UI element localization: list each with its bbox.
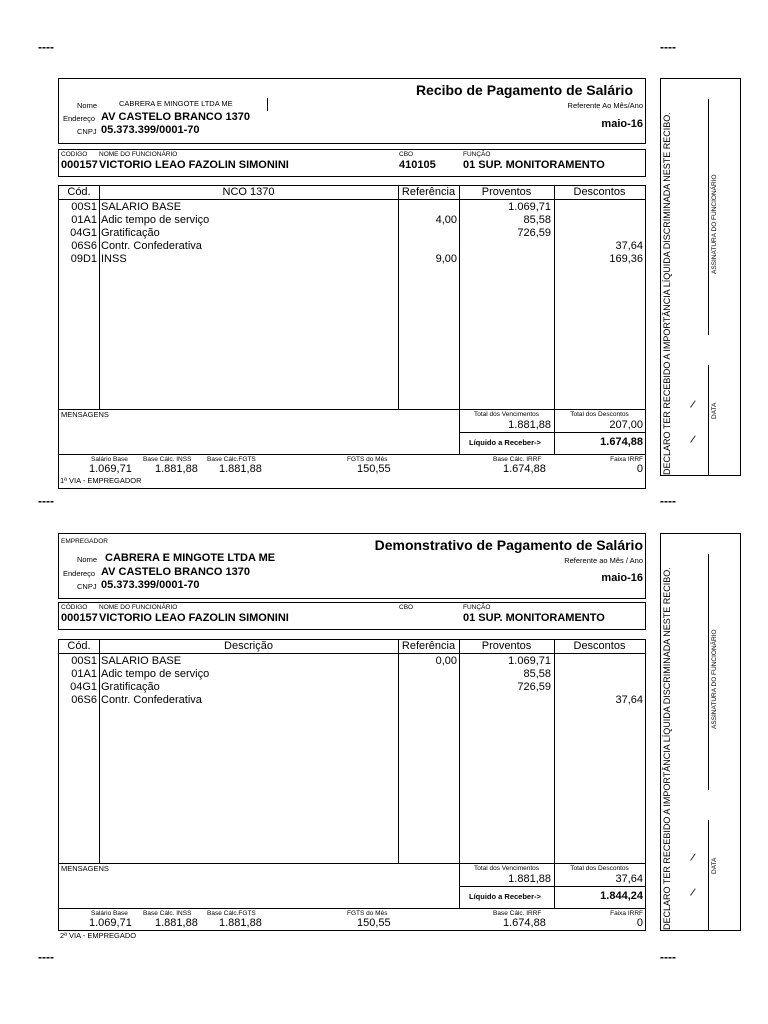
base-salary-label: Salário Base: [91, 910, 128, 917]
cut-mark-middle-right: ----: [660, 494, 676, 508]
employee-name-label: NOME DO FUNCIONÁRIO: [99, 151, 178, 158]
irrf-bracket: 0: [636, 463, 643, 475]
row-description: INSS: [101, 253, 127, 265]
inss-base: 1.881,88: [155, 917, 198, 929]
employer-name: CABRERA E MINGOTE LTDA ME: [105, 552, 276, 564]
irrf-bracket: 0: [636, 917, 643, 929]
fgts-month: 150,55: [357, 463, 391, 475]
cnpj-label: CNPJ: [77, 582, 97, 591]
cut-mark-bottom-right: ----: [660, 950, 676, 964]
name-label: Nome: [77, 555, 98, 564]
signature-panel: [660, 533, 741, 931]
items-table: [58, 185, 646, 489]
employee-function: 01 SUP. MONITORAMENTO: [463, 159, 605, 171]
irrf-bracket-label: Faixa IRRF: [610, 456, 643, 463]
row-description: SALARIO BASE: [101, 655, 182, 667]
date-slash: /: [689, 886, 697, 900]
inss-base-label: Base Cálc. INSS: [143, 910, 192, 917]
irrf-base-label: Base Cálc. IRRF: [493, 456, 542, 463]
row-code: 01A1: [71, 214, 97, 226]
row-description: Gratificação: [101, 227, 160, 239]
col-header-description: NCO 1370: [222, 186, 275, 198]
col-header-code: Cód.: [67, 640, 91, 652]
cnpj-label: CNPJ: [77, 127, 97, 136]
function-label: FUNÇÃO: [463, 604, 491, 611]
irrf-base: 1.674,88: [503, 917, 546, 929]
row-description: Contr. Confederativa: [101, 694, 202, 706]
net-pay-label: Líquido a Receber->: [469, 892, 541, 901]
signature-label: ASSINATURA DO FUNCIONÁRIO: [711, 174, 718, 274]
row-earnings: 1.069,71: [508, 655, 551, 667]
fgts-month-label: FGTS do Mês: [347, 910, 388, 917]
col-header-earnings: Proventos: [481, 186, 532, 198]
col-header-code: Cód.: [67, 186, 91, 198]
row-code: 04G1: [70, 227, 97, 239]
table-row: [59, 214, 645, 227]
irrf-bracket-label: Faixa IRRF: [610, 910, 643, 917]
total-deductions: 37,64: [615, 873, 643, 885]
date-slash: /: [689, 433, 697, 447]
cnpj-value: 05.373.399/0001-70: [101, 124, 200, 136]
table-row: [59, 253, 645, 266]
total-earnings: 1.881,88: [508, 873, 551, 885]
row-deductions: 37,64: [615, 694, 643, 706]
row-code: 04G1: [70, 681, 97, 693]
fgts-month: 150,55: [357, 917, 391, 929]
code-label: CÓDIGO: [61, 604, 88, 611]
total-earnings-label: Total dos Vencimentos: [473, 411, 540, 418]
fgts-base-label: Base Cálc.FGTS: [207, 456, 256, 463]
receipt-title: Demonstrativo de Pagamento de Salário: [374, 537, 643, 553]
receipt-employee-copy: [0, 533, 768, 943]
base-salary: 1.069,71: [89, 917, 132, 929]
row-earnings: 726,59: [517, 681, 551, 693]
cnpj-value: 05.373.399/0001-70: [101, 579, 200, 591]
date-slash: /: [689, 398, 697, 412]
net-pay: 1.844,24: [600, 890, 643, 902]
date-label: DATA: [711, 857, 718, 874]
code-label: CODIGO: [61, 151, 88, 158]
total-deductions: 207,00: [609, 419, 643, 431]
col-header-deductions: Descontos: [573, 186, 626, 198]
date-slash: /: [689, 851, 697, 865]
table-row: [59, 694, 645, 707]
table-row: [59, 227, 645, 240]
receipt-title: Recibo de Pagamento de Salário: [415, 82, 633, 98]
fgts-month-label: FGTS do Mês: [347, 456, 388, 463]
row-reference: 0,00: [435, 655, 457, 667]
employee-name: VICTORIO LEAO FAZOLIN SIMONINI: [99, 159, 289, 171]
receipt-header: [58, 533, 646, 599]
employee-function: 01 SUP. MONITORAMENTO: [463, 612, 605, 624]
row-description: Contr. Confederativa: [101, 240, 202, 252]
employer-address: AV CASTELO BRANCO 1370: [101, 111, 250, 123]
cut-mark-top-right: ----: [660, 40, 676, 54]
signature-label: ASSINATURA DO FUNCIONÁRIO: [711, 629, 718, 729]
row-earnings: 85,58: [523, 214, 551, 226]
table-row: [59, 201, 645, 214]
row-reference: 9,00: [435, 253, 457, 265]
employee-code: 000157: [61, 159, 98, 171]
employee-code: 000157: [61, 612, 98, 624]
total-earnings: 1.881,88: [508, 419, 551, 431]
col-header-reference: Referência: [401, 186, 456, 198]
row-description: Adic tempo de serviço: [101, 214, 210, 226]
row-deductions: 169,36: [609, 253, 643, 265]
row-description: Gratificação: [101, 681, 160, 693]
fgts-base: 1.881,88: [219, 463, 262, 475]
declaration-text: DECLARO TER RECEBIDO A IMPORTÂNCIA LÍQUIDA DISCRIMINADA NESTE RECIBO.: [662, 112, 672, 475]
employer-address: AV CASTELO BRANCO 1370: [101, 566, 250, 578]
messages-label: MENSAGENS: [61, 410, 109, 419]
function-label: FUNÇÃO: [463, 151, 491, 158]
row-code: 00S1: [71, 201, 97, 213]
base-salary-label: Salário Base: [91, 456, 128, 463]
reference-label: Referente ao Mês / Ano: [564, 556, 643, 565]
employee-cbo: 410105: [399, 159, 436, 171]
fgts-base: 1.881,88: [219, 917, 262, 929]
irrf-base-label: Base Cálc. IRRF: [493, 910, 542, 917]
employee-name-label: NOME DO FUNCIONÁRIO: [99, 604, 178, 611]
reference-month: maio-16: [601, 118, 643, 130]
total-earnings-label: Total dos Vencimentos: [473, 865, 540, 872]
reference-month: maio-16: [601, 572, 643, 584]
cut-mark-middle-left: ----: [38, 494, 54, 508]
date-label: DATA: [711, 402, 718, 419]
row-code: 06S6: [71, 694, 97, 706]
row-deductions: 37,64: [615, 240, 643, 252]
messages-label: MENSAGENS: [61, 864, 109, 873]
col-header-earnings: Proventos: [481, 640, 532, 652]
cbo-label: CBO: [399, 604, 414, 611]
reference-label: Referente Ao Mês/Ano: [567, 101, 643, 110]
copy-label: 1ª VIA - EMPREGADOR: [60, 476, 142, 485]
row-reference: 4,00: [435, 214, 457, 226]
name-label: Nome: [77, 101, 98, 110]
receipt-employer-copy: [0, 78, 768, 488]
inss-base: 1.881,88: [155, 463, 198, 475]
row-description: SALARIO BASE: [101, 201, 182, 213]
net-pay: 1.674,88: [600, 436, 643, 448]
cut-mark-top-left: ----: [38, 40, 54, 54]
receipt-header: [58, 78, 646, 144]
table-row: [59, 655, 645, 668]
text-cursor: [267, 98, 268, 111]
row-earnings: 726,59: [517, 227, 551, 239]
total-deductions-label: Total dos Descontos: [570, 411, 629, 418]
inss-base-label: Base Cálc. INSS: [143, 456, 192, 463]
table-row: [59, 681, 645, 694]
total-deductions-label: Total dos Descontos: [570, 865, 629, 872]
row-description: Adic tempo de serviço: [101, 668, 210, 680]
fgts-base-label: Base Cálc.FGTS: [207, 910, 256, 917]
employee-info: [58, 149, 646, 177]
items-table: [58, 639, 646, 931]
cbo-label: CBO: [399, 151, 414, 158]
cut-mark-bottom-left: ----: [38, 950, 54, 964]
signature-panel: [660, 78, 741, 476]
employer-label: EMPREGADOR: [61, 538, 108, 545]
table-row: [59, 240, 645, 253]
base-salary: 1.069,71: [89, 463, 132, 475]
row-earnings: 1.069,71: [508, 201, 551, 213]
employee-info: [58, 602, 646, 630]
table-row: [59, 668, 645, 681]
col-header-deductions: Descontos: [573, 640, 626, 652]
employee-name: VICTORIO LEAO FAZOLIN SIMONINI: [99, 612, 289, 624]
col-header-reference: Referência: [401, 640, 456, 652]
row-earnings: 85,58: [523, 668, 551, 680]
address-label: Endereço: [63, 569, 96, 578]
declaration-text: DECLARO TER RECEBIDO A IMPORTÂNCIA LÍQUIDA DISCRIMINADA NESTE RECIBO.: [662, 567, 672, 930]
employer-name: CABRERA E MINGOTE LTDA ME: [119, 99, 233, 108]
copy-label: 2ª VIA - EMPREGADO: [60, 931, 137, 940]
row-code: 09D1: [70, 253, 97, 265]
irrf-base: 1.674,88: [503, 463, 546, 475]
net-pay-label: Líquido a Receber->: [469, 438, 541, 447]
row-code: 01A1: [71, 668, 97, 680]
row-code: 00S1: [71, 655, 97, 667]
row-code: 06S6: [71, 240, 97, 252]
address-label: Endereço: [63, 114, 96, 123]
col-header-description: Descrição: [224, 640, 273, 652]
